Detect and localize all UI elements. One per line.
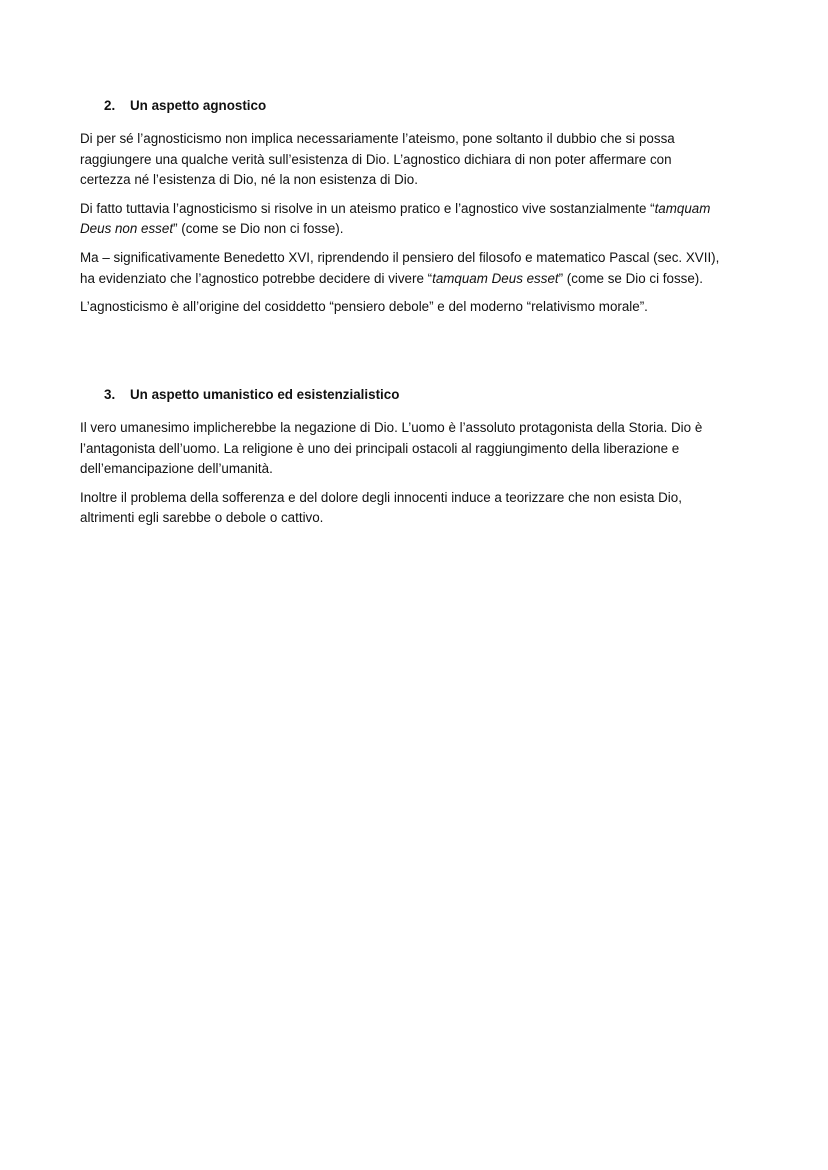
- paragraph: [80, 199, 752, 240]
- text-line: Inoltre il problema della sofferenza e del dolore degli innocenti induce a teorizzare che non esista Dio,: [80, 489, 682, 505]
- text-run: ha evidenziato che l’agnostico potrebbe decidere di vivere “: [80, 270, 433, 286]
- paragraph: [80, 129, 752, 191]
- section-heading: [104, 97, 752, 115]
- paragraph: [80, 488, 752, 529]
- section-title: Un aspetto umanistico ed esistenzialistico: [130, 387, 400, 402]
- paragraph: [80, 418, 752, 480]
- paragraph: [80, 248, 752, 289]
- text-line: certezza né l’esistenza di Dio, né la non esistenza di Dio.: [80, 172, 418, 188]
- text-line: raggiungere una qualche verità sull’esistenza di Dio. L’agnostico dichiara di non poter affermare con: [80, 151, 672, 167]
- text-line: L’agnosticismo è all’origine del cosiddetto “pensiero debole” e del moderno “relativismo morale”.: [80, 299, 648, 315]
- text-run: ” (come se Dio non ci fosse).: [173, 221, 344, 237]
- italic-text: tamquam: [654, 200, 711, 216]
- text-run: ” (come se Dio ci fosse).: [558, 270, 703, 286]
- text-line: Ma – significativamente Benedetto XVI, riprendendo il pensiero del filosofo e matematico Pascal (sec. XVII),: [80, 249, 720, 265]
- section-number: 3.: [104, 387, 116, 402]
- text-run: Di fatto tuttavia l’agnosticismo si risolve in un ateismo pratico e l’agnostico vive sostanzialmente “: [80, 200, 655, 216]
- italic-text: tamquam Deus esset: [432, 270, 559, 286]
- text-line: altrimenti egli sarebbe o debole o cattivo.: [80, 510, 324, 526]
- text-line: [80, 199, 752, 220]
- section-agnostic: [80, 97, 752, 326]
- paragraph: [80, 297, 752, 318]
- text-line: dell’emancipazione dell’umanità.: [80, 461, 273, 477]
- section-number: 2.: [104, 98, 116, 113]
- text-line: Di per sé l’agnosticismo non implica necessariamente l’ateismo, pone soltanto il dubbio che si possa: [80, 131, 675, 146]
- text-line: Il vero umanesimo implicherebbe la negazione di Dio. L’uomo è l’assoluto protagonista della Storia. Dio è: [80, 420, 703, 435]
- italic-text: Deus non esset: [80, 221, 174, 237]
- text-line: l’antagonista dell’uomo. La religione è uno dei principali ostacoli al raggiungimento della liberazione e: [80, 440, 680, 456]
- section-title: Un aspetto agnostico: [130, 98, 267, 113]
- text-line: [80, 219, 752, 240]
- text-line: [80, 269, 752, 290]
- section-humanistic: [80, 386, 752, 537]
- section-heading: [104, 386, 752, 404]
